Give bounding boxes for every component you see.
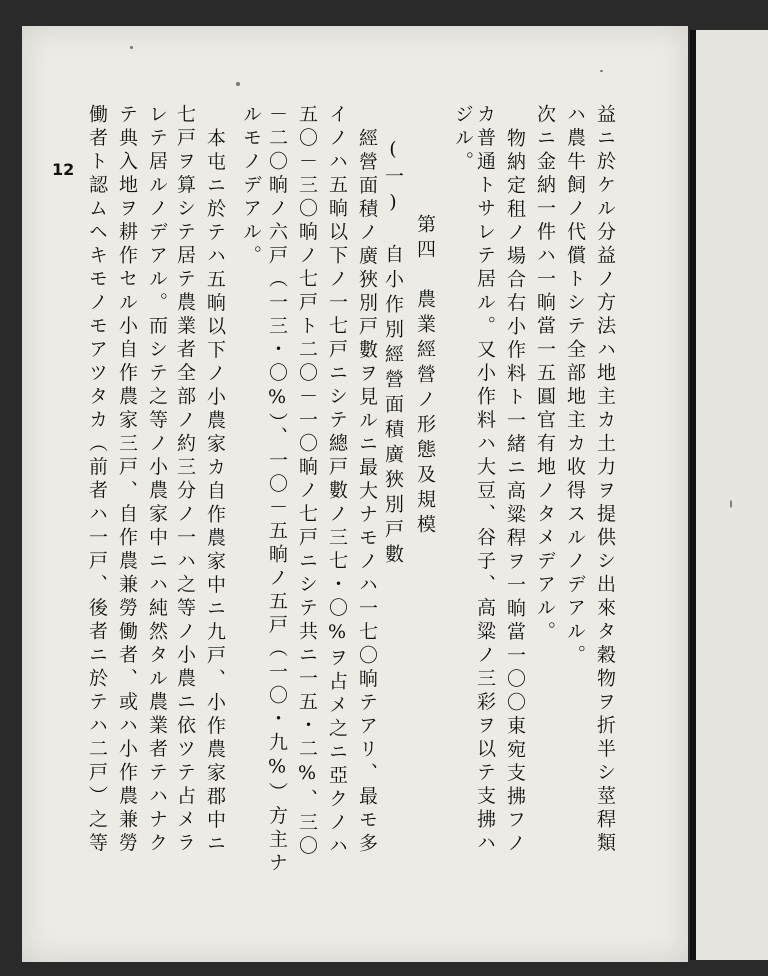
text-column-5: カ普通トサレテ居ル。又小作料ハ大豆、谷子、高粱ノ三彩ヲ以テ支拂ハ [474, 104, 496, 856]
scan-speck [236, 82, 240, 86]
text-column-12: －二〇晌ノ六戸（一三・〇%）、一〇－五晌ノ五戸（一〇・九%）方主ナ [266, 104, 288, 876]
section-heading: 第四 農業經營ノ形態及規模 [414, 214, 436, 539]
scan-speck [130, 46, 133, 49]
scan-speck [600, 70, 603, 72]
text-column-3: 次ニ金納一件ハ一晌當一五圓官有地ノタメデアル。 [534, 104, 556, 645]
page-number: 12 [52, 160, 75, 179]
text-column-18: 働者ト認ムヘキモノモアツタカ（前者ハ一戸、後者ニ於テハ二戸）之等 [86, 104, 108, 856]
text-column-1: 益ニ於ケル分益ノ方法ハ地主カ土力ヲ提供シ出來タ穀物ヲ折半シ莖稈類 [594, 104, 616, 856]
text-column-4: 物納定租ノ場合右小作料ト一緒ニ高粱稈ヲ一晌當一〇〇東宛支拂フノ [504, 128, 526, 857]
text-column-17: テ典入地ヲ耕作セル小自作農家三戸、自作農兼勞働者、或ハ小作農兼勞 [116, 104, 138, 856]
text-column-13: ルモノデアル。 [240, 104, 262, 269]
scan-speck [730, 500, 732, 508]
text-column-9: 經營面積ノ廣狹別戸數ヲ見ルニ最大ナモノハ一七〇晌テアリ、最モ多 [356, 128, 378, 857]
text-column-2: ハ農牛飼ノ代償トシテ全部地主カ收得スルノデアル。 [564, 104, 586, 668]
subsection-heading: (一) 自小作別經營面積廣狹別戸數 [382, 138, 404, 569]
text-column-11: 五〇－三〇晌ノ七戸ト二〇－一〇晌ノ七戸ニシテ共ニ一五・二%、三〇 [296, 104, 318, 859]
text-column-10: イノハ五晌以下ノ一七戸ニシテ總戸數ノ三七・〇%ヲ占メ之ニ亞クノハ [326, 104, 348, 859]
text-column-14: 本屯ニ於テハ五晌以下ノ小農家カ自作農家中ニ九戸、小作農家郡中ニ [204, 128, 226, 857]
text-column-16: レテ居ルノデアル。而シテ之等ノ小農家中ニハ純然タル農業者テハナク [146, 104, 168, 856]
text-column-6: ジル。 [452, 104, 474, 175]
adjacent-page-edge [690, 30, 768, 960]
text-column-15: 七戸ヲ算シテ居テ農業者全部ノ約三分ノ一ハ之等ノ小農ニ依ツテ占メラ [174, 104, 196, 856]
